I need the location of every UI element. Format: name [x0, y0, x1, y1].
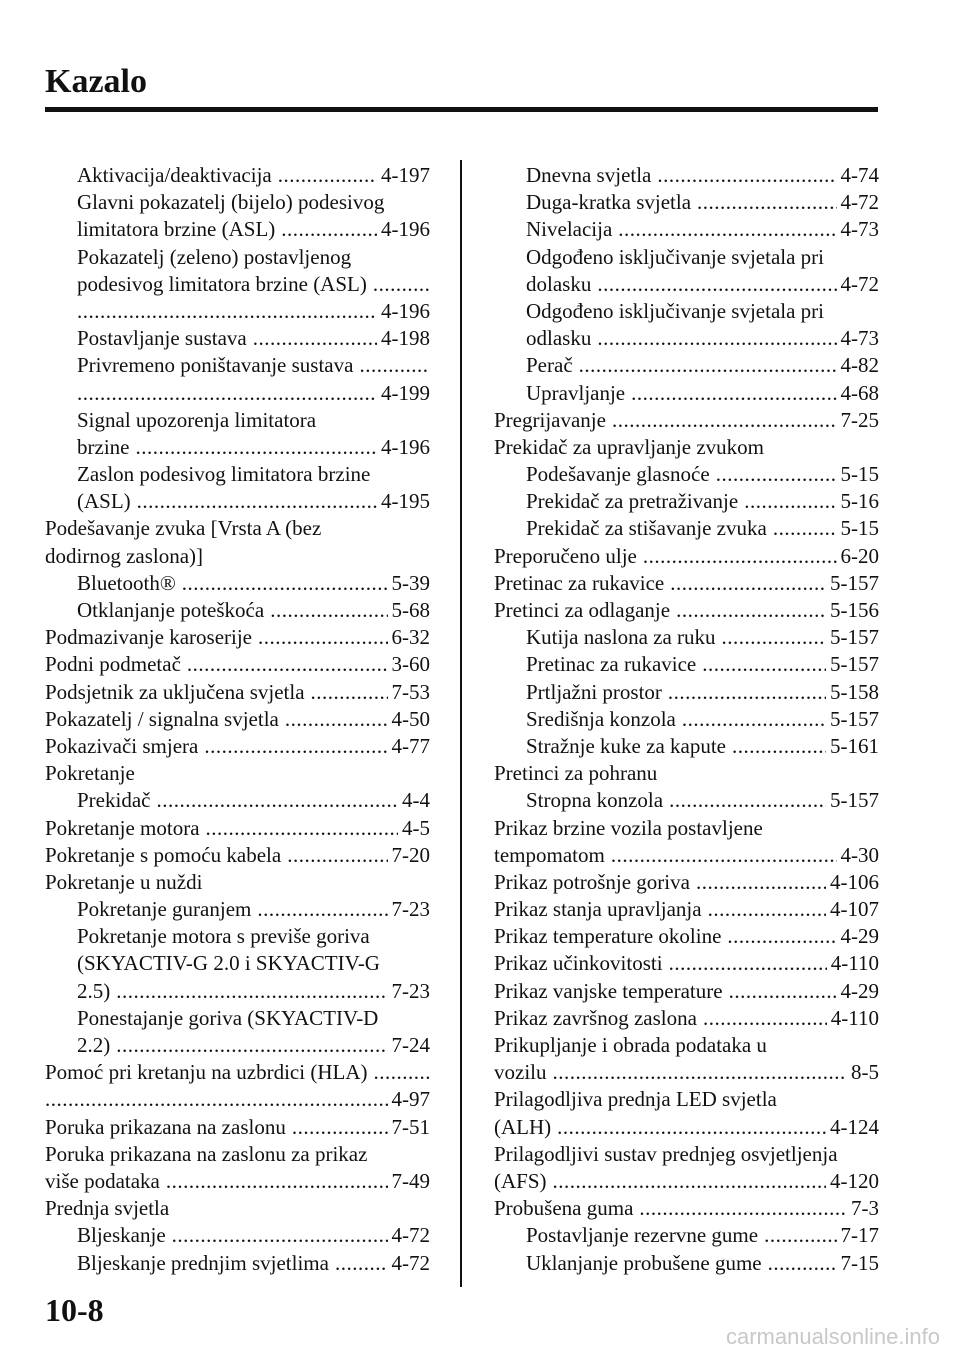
watermark: carmanualsonline.info [725, 1324, 940, 1349]
index-entry-page: 4-110 [830, 1005, 879, 1030]
index-entry-text: Prikaz stanja upravljanja [494, 897, 702, 922]
leader-dots [729, 978, 837, 1005]
index-entry [494, 624, 879, 651]
leader-dots [204, 733, 387, 760]
index-entry-text: Bljeskanje [77, 1223, 166, 1248]
header-rule [45, 107, 878, 112]
index-entry-text: Pokazivači smjera [45, 733, 199, 758]
index-entry [494, 1059, 879, 1086]
index-column-left [45, 162, 430, 1277]
leader-dots [597, 271, 836, 298]
index-entry-page: 4-110 [830, 951, 879, 976]
leader-dots [156, 787, 398, 814]
index-entry-text: Poruka prikazana na zaslonu [45, 1114, 286, 1139]
leader-dots [278, 162, 377, 189]
index-entry: Podešavanje zvuka [Vrsta A (bez [45, 516, 322, 541]
leader-dots [285, 706, 388, 733]
index-entry-page: 7-3 [851, 1196, 879, 1221]
index-entry-text: dolasku [526, 271, 592, 296]
index-entry-page: 4-196 [381, 434, 430, 459]
index-entry [45, 298, 430, 325]
leader-dots [311, 679, 388, 706]
index-entry [45, 1250, 430, 1277]
index-entry-text: (ALH) [494, 1114, 552, 1139]
index-entry-page: 4-68 [840, 380, 879, 405]
index-entry-text: 2.2) [77, 1033, 111, 1057]
leader-dots [258, 624, 387, 651]
index-entry [494, 515, 879, 542]
leader-dots [682, 706, 826, 733]
index-entry-page: 5-161 [830, 733, 879, 758]
leader-dots [359, 352, 430, 379]
index-entry [494, 380, 879, 407]
index-entry-text: Privremeno poništavanje sustava [77, 353, 354, 378]
index-entry-page: 7-25 [840, 407, 879, 432]
leader-dots [373, 271, 430, 298]
index-entry-page: 4-72 [391, 1223, 430, 1248]
column-divider [460, 160, 462, 1287]
index-entry: Pokretanje u nuždi [45, 869, 203, 894]
index-entry-page: 4-72 [391, 1250, 430, 1275]
index-entry [494, 461, 879, 488]
index-entry-page: 7-20 [391, 842, 430, 867]
index-entry-text: brzine [77, 434, 130, 459]
index-entry [45, 787, 430, 814]
leader-dots [657, 162, 836, 189]
index-entry [45, 1086, 430, 1113]
leader-dots [764, 1222, 836, 1249]
index-entry [45, 271, 430, 298]
leader-dots [727, 923, 836, 950]
index-entry-text: Prekidač za pretraživanje [526, 489, 739, 514]
leader-dots [669, 787, 826, 814]
index-entry: Prikupljanje i obrada podataka u [494, 1033, 767, 1057]
index-entry-text: Bluetooth® [77, 570, 176, 595]
leader-dots [631, 380, 836, 407]
index-entry-text: (AFS) [494, 1168, 547, 1193]
index-entry: Glavni pokazatelj (bijelo) podesivog [77, 190, 385, 215]
index-entry-page: 4-73 [840, 217, 879, 242]
index-entry-page: 4-199 [381, 380, 430, 405]
leader-dots [703, 1005, 827, 1032]
index-entry-text: Duga-kratka svjetla [526, 190, 692, 215]
index-entry [494, 189, 879, 216]
index-entry-page: 4-196 [381, 298, 430, 323]
index-entry-text: Prekidač za stišavanje zvuka [526, 516, 767, 541]
index-entry-page: 4-77 [391, 733, 430, 758]
index-entry [494, 842, 879, 869]
index-entry-text: Pokretanje guranjem [77, 897, 252, 922]
index-entry-text: Pretinci za odlaganje [494, 598, 671, 622]
index-entry-text: Podmazivanje karoserije [45, 625, 253, 650]
index-entry-page: 4-195 [381, 489, 430, 514]
index-entry [45, 488, 430, 515]
leader-dots [292, 1114, 388, 1141]
index-entry [45, 1114, 430, 1141]
index-entry-text: limitatora brzine (ASL) [77, 217, 276, 242]
index-entry-page: 5-158 [830, 679, 879, 704]
index-entry-page: 4-74 [840, 163, 879, 187]
leader-dots [744, 488, 836, 515]
index-entry-text: Podešavanje glasnoće [526, 462, 710, 487]
index-entry: Zaslon podesivog limitatora brzine [77, 462, 371, 487]
index-entry [45, 1059, 430, 1086]
index-entry [45, 896, 430, 923]
leader-dots [612, 407, 837, 434]
index-entry [494, 407, 879, 434]
index-entry-page: 5-157 [830, 570, 879, 595]
index-entry-page: 5-68 [391, 598, 430, 622]
index-entry-text: Prikaz završnog zaslona [494, 1005, 697, 1030]
leader-dots [206, 815, 398, 842]
index-entry [494, 1250, 879, 1277]
index-entry [45, 1168, 430, 1195]
index-entry-page: 5-16 [840, 489, 879, 514]
leader-dots [732, 733, 826, 760]
leader-dots [116, 1032, 387, 1059]
leader-dots [643, 543, 837, 570]
index-entry-page: 6-32 [391, 625, 430, 650]
index-entry-page: 7-24 [391, 1033, 430, 1057]
index-entry-text: podesivog limitatora brzine (ASL) [77, 271, 367, 296]
index-entry-text: Pomoć pri kretanju na uzbrdici (HLA) [45, 1060, 368, 1085]
index-entry [45, 978, 430, 1005]
leader-dots [166, 1168, 388, 1195]
index-entry-page: 7-51 [391, 1114, 430, 1139]
leader-dots [670, 570, 826, 597]
index-entry [45, 842, 430, 869]
index-entry [494, 488, 879, 515]
index-entry-text: Prikaz vanjske temperature [494, 978, 723, 1003]
index-entry-text: Kutija naslona za ruku [526, 625, 716, 650]
index-entry [494, 978, 879, 1005]
leader-dots [716, 461, 837, 488]
index-entry-text: Pregrijavanje [494, 407, 606, 432]
index-entry [494, 271, 879, 298]
index-entry [494, 869, 879, 896]
index-entry [45, 434, 430, 461]
index-entry [45, 733, 430, 760]
index-entry [45, 624, 430, 651]
index-entry-page: 4-72 [840, 271, 879, 296]
index-entry: Prilagodljiva prednja LED svjetla [494, 1087, 777, 1112]
leader-dots [618, 216, 836, 243]
index-entry: Poruka prikazana na zaslonu za prikaz [45, 1141, 368, 1166]
index-entry: Prilagodljivi sustav prednjeg osvjetljenja [494, 1141, 838, 1166]
index-entry-text: Pokazatelj / signalna svjetla [45, 706, 279, 731]
leader-dots [708, 896, 826, 923]
index-entry-text: Postavljanje rezervne gume [526, 1223, 759, 1248]
page-title: Kazalo [45, 63, 147, 100]
leader-dots [768, 1250, 837, 1277]
index-entry [45, 651, 430, 678]
index-entry: Prednja svjetla [45, 1196, 170, 1221]
index-entry-page: 4-120 [830, 1168, 879, 1193]
index-entry [494, 651, 879, 678]
page-number: 10-8 [45, 1292, 104, 1328]
index-entry [494, 570, 879, 597]
index-entry-page: 4-29 [840, 924, 879, 949]
index-entry [494, 216, 879, 243]
index-entry-page: 7-17 [840, 1223, 879, 1248]
index-entry [494, 325, 879, 352]
index-entry [494, 1114, 879, 1141]
index-entry-text: Prekidač [77, 788, 151, 813]
leader-dots [172, 1222, 388, 1249]
index-entry [45, 570, 430, 597]
index-entry-page: 5-15 [840, 462, 879, 487]
index-entry-text: Pokretanje s pomoću kabela [45, 842, 282, 867]
index-entry-page: 5-157 [830, 652, 879, 677]
index-entry-text: vozilu [494, 1060, 547, 1085]
index-entry [494, 733, 879, 760]
leader-dots [374, 1059, 431, 1086]
index-entry-text: Pretinac za rukavice [526, 652, 697, 677]
leader-dots [270, 597, 387, 624]
index-entry: Prekidač za upravljanje zvukom [494, 434, 764, 459]
index-entry-text: Prikaz temperature okoline [494, 924, 722, 949]
leader-dots [557, 1114, 826, 1141]
index-entry [45, 706, 430, 733]
index-entry [45, 1222, 430, 1249]
index-entry-text: Središnja konzola [526, 706, 676, 731]
index-entry [45, 325, 430, 352]
index-entry-page: 4-72 [840, 190, 879, 215]
index-entry-text: odlasku [526, 326, 592, 351]
index-entry: Ponestajanje goriva (SKYACTIV-D [77, 1005, 379, 1030]
leader-dots [77, 298, 377, 325]
index-entry-text: Podni podmetač [45, 652, 181, 677]
index-entry-page: 4-198 [381, 326, 430, 351]
index-entry-text: Preporučeno ulje [494, 543, 637, 568]
index-entry [494, 896, 879, 923]
index-entry-text: Aktivacija/deaktivacija [77, 163, 272, 187]
index-entry-page: 4-4 [402, 788, 430, 813]
index-entry-text: Bljeskanje prednjim svjetlima [77, 1250, 329, 1275]
index-entry [45, 679, 430, 706]
leader-dots [287, 842, 387, 869]
index-entry-page: 4-97 [391, 1087, 430, 1112]
index-entry-text: (ASL) [77, 489, 131, 514]
leader-dots [335, 1250, 388, 1277]
index-entry [494, 543, 879, 570]
leader-dots [137, 488, 377, 515]
index-entry-page: 4-50 [391, 706, 430, 731]
index-entry [45, 216, 430, 243]
index-entry-page: 5-156 [830, 598, 879, 622]
leader-dots [187, 651, 388, 678]
index-entry-text: 2.5) [77, 978, 111, 1003]
index-entry-page: 4-29 [840, 978, 879, 1003]
index-entry-page: 5-157 [830, 788, 879, 813]
index-entry-page: 4-124 [830, 1114, 879, 1139]
index-entry-text: Postavljanje sustava [77, 326, 247, 351]
index-entry-text: Otklanjanje poteškoća [77, 598, 265, 622]
index-entry-text: Probušena guma [494, 1196, 634, 1221]
index-entry-text: Pokretanje motora [45, 815, 200, 840]
index-entry: Pokazatelj (zeleno) postavljenog [77, 244, 352, 269]
index-entry-text: Stražnje kuke za kapute [526, 733, 726, 758]
index-entry [45, 162, 430, 189]
leader-dots [553, 1168, 826, 1195]
index-entry-text: Prtljažni prostor [526, 679, 662, 704]
index-entry [494, 1168, 879, 1195]
index-entry [494, 1222, 879, 1249]
index-entry [45, 352, 430, 379]
index-entry [494, 787, 879, 814]
index-entry: Pokretanje [45, 761, 135, 786]
index-entry-text: Nivelacija [526, 217, 613, 242]
leader-dots [668, 679, 826, 706]
leader-dots [281, 216, 377, 243]
leader-dots [553, 1059, 848, 1086]
index-entry-text: Upravljanje [526, 380, 626, 405]
leader-dots [722, 624, 826, 651]
index-entry-page: 4-5 [402, 815, 430, 840]
leader-dots [77, 380, 377, 407]
leader-dots [669, 950, 827, 977]
leader-dots [702, 651, 826, 678]
leader-dots [116, 978, 387, 1005]
index-entry: Pokretanje motora s previše goriva [77, 924, 370, 949]
index-entry-page: 5-157 [830, 706, 879, 731]
index-entry [494, 352, 879, 379]
index-entry-page: 7-49 [391, 1168, 430, 1193]
index-entry [494, 950, 879, 977]
index-entry: (SKYACTIV-G 2.0 i SKYACTIV-G [77, 951, 380, 976]
index-entry-page: 5-15 [840, 516, 879, 541]
leader-dots [597, 325, 836, 352]
index-entry-page: 4-73 [840, 326, 879, 351]
leader-dots [257, 896, 387, 923]
index-entry [45, 1032, 430, 1059]
index-entry-page: 4-82 [840, 353, 879, 378]
index-entry-page: 7-53 [391, 679, 430, 704]
index-entry-text: Prikaz učinkovitosti [494, 951, 663, 976]
leader-dots [676, 597, 826, 624]
index-entry: Pretinci za pohranu [494, 761, 658, 786]
index-entry-page: 4-106 [830, 869, 879, 894]
index-entry-text: Dnevna svjetla [526, 163, 652, 187]
leader-dots [696, 869, 826, 896]
index-entry-text: Perač [526, 353, 573, 378]
index-entry [494, 1195, 879, 1222]
index-entry-page: 6-20 [840, 543, 879, 568]
leader-dots [45, 1086, 388, 1113]
index-entry [45, 815, 430, 842]
index-entry [494, 679, 879, 706]
leader-dots [639, 1195, 847, 1222]
leader-dots [135, 434, 377, 461]
leader-dots [611, 842, 837, 869]
index-entry: Odgođeno isključivanje svjetala pri [526, 244, 825, 269]
leader-dots [579, 352, 837, 379]
index-entry [494, 162, 879, 189]
index-entry-page: 7-23 [391, 897, 430, 922]
index-entry-page: 4-30 [840, 842, 879, 867]
index-entry: dodirnog zaslona)] [45, 543, 204, 568]
index-column-right [494, 162, 879, 1277]
index-entry-page: 7-15 [840, 1250, 879, 1275]
index-entry-text: tempomatom [494, 842, 605, 867]
leader-dots [182, 570, 388, 597]
index-entry [45, 597, 430, 624]
index-entry: Prikaz brzine vozila postavljene [494, 815, 763, 840]
index-entry-text: više podataka [45, 1168, 160, 1193]
index-entry-page: 4-107 [830, 897, 879, 922]
index-entry-page: 4-197 [381, 163, 430, 187]
index-entry [45, 380, 430, 407]
index-entry-text: Stropna konzola [526, 788, 664, 813]
index-entry-page: 3-60 [391, 652, 430, 677]
leader-dots [253, 325, 377, 352]
index-entry-text: Podsjetnik za uključena svjetla [45, 679, 305, 704]
index-entry-text: Pretinac za rukavice [494, 570, 665, 595]
index-entry-page: 4-196 [381, 217, 430, 242]
index-entry-page: 8-5 [851, 1060, 879, 1085]
index-entry-text: Prikaz potrošnje goriva [494, 869, 690, 894]
leader-dots [773, 515, 837, 542]
leader-dots [697, 189, 836, 216]
index-entry [494, 597, 879, 624]
index-entry-page: 5-39 [391, 570, 430, 595]
index-entry [494, 1005, 879, 1032]
index-entry-page: 5-157 [830, 625, 879, 650]
index-entry [494, 706, 879, 733]
index-entry: Odgođeno isključivanje svjetala pri [526, 298, 825, 323]
index-entry [494, 923, 879, 950]
index-entry-text: Uklanjanje probušene gume [526, 1250, 762, 1275]
index-entry: Signal upozorenja limitatora [77, 407, 317, 432]
index-entry-page: 7-23 [391, 978, 430, 1003]
